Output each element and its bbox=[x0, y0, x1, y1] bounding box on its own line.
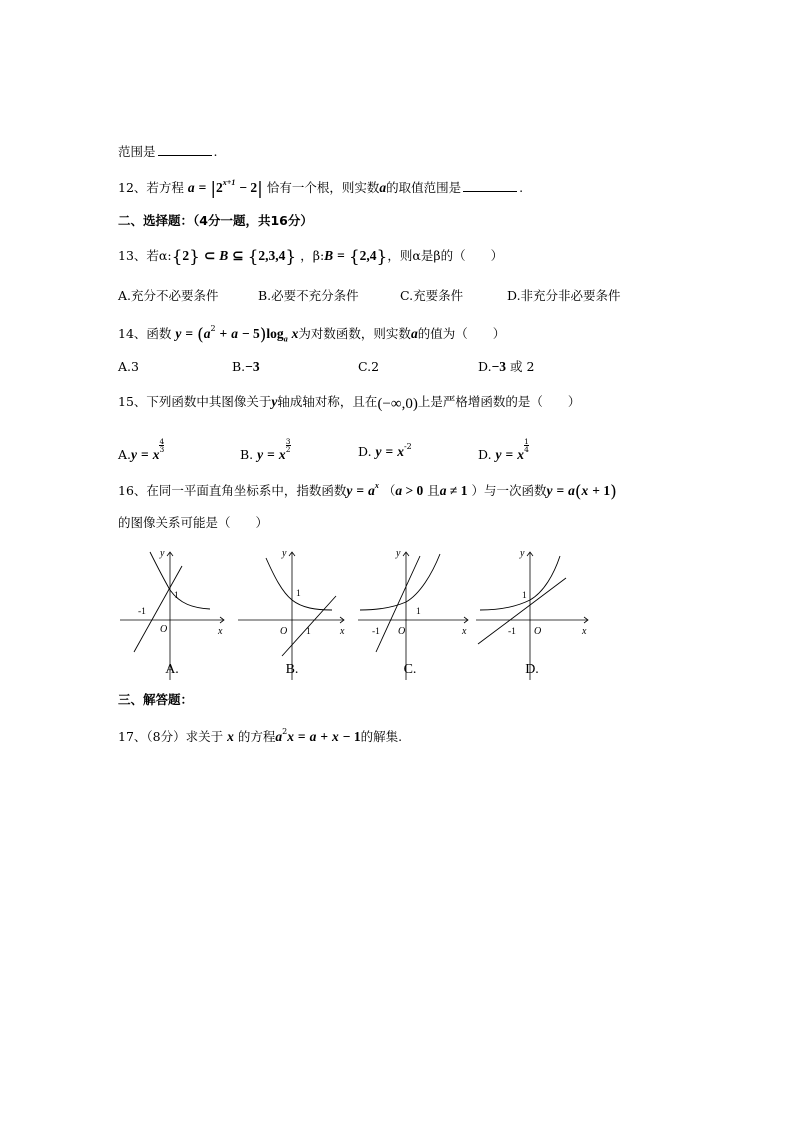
q11-tail-text: 范围是 bbox=[118, 144, 156, 159]
svg-text:-1: -1 bbox=[372, 627, 380, 637]
svg-text:-1: -1 bbox=[508, 627, 516, 637]
svg-text:1: 1 bbox=[522, 591, 527, 601]
label-neg-one: -1 bbox=[138, 607, 146, 617]
q15-option-b[interactable]: B. y = x $\frac{3}{2}$ bbox=[240, 437, 291, 462]
section-2-heading: 二、选择题：（4分一题，共16分） bbox=[118, 213, 313, 228]
x-axis-label: x bbox=[218, 626, 223, 637]
answer-blank[interactable] bbox=[463, 179, 517, 192]
section-3-heading: 三、解答题： bbox=[118, 692, 194, 707]
question-15: 15、下列函数中其图像关于y轴成轴对称，且在(−∞,0)上是严格增函数的是（ ） bbox=[118, 394, 581, 412]
graph-caption-b: B. bbox=[285, 662, 299, 677]
q14-option-a[interactable]: A.3 bbox=[118, 359, 139, 374]
svg-text:O: O bbox=[398, 626, 406, 637]
q13-option-c[interactable]: C.充要条件 bbox=[400, 288, 464, 303]
q12-equation: $a = |2^{x+1} - 2|$ bbox=[187, 178, 263, 199]
q13-option-d[interactable]: D.非充分非必要条件 bbox=[507, 288, 621, 303]
svg-text:1: 1 bbox=[296, 589, 301, 599]
q14-option-b[interactable]: B.−3 bbox=[232, 359, 260, 374]
question-12: 12、若方程 $a = |2^{x+1} - 2|$ 恰有一个根，则实数a的取值范围是 . bbox=[118, 178, 524, 199]
svg-text:1: 1 bbox=[306, 627, 311, 637]
svg-text:y: y bbox=[396, 548, 401, 559]
graph-caption-a: A. bbox=[165, 662, 179, 677]
question-16: 16、在同一平面直角坐标系中，指数函数$y = a^x$ （a > 0 且a ≠ 1 ）与一次函数y = a(x + 1) bbox=[118, 481, 617, 502]
question-16-line2: 的图像关系可能是（ ） bbox=[118, 515, 269, 530]
svg-text:O: O bbox=[280, 626, 288, 637]
q14-option-c[interactable]: C.2 bbox=[358, 359, 380, 374]
graph-caption-c: C. bbox=[403, 662, 417, 677]
svg-text:y: y bbox=[520, 548, 525, 559]
y-axis-label: y bbox=[160, 548, 165, 559]
svg-text:O: O bbox=[534, 626, 542, 637]
question-17: 17、（8分）求关于 x 的方程$a^2x = a + x - 1$的解集. bbox=[118, 727, 403, 744]
q15-option-d[interactable]: D. y = x $\frac{1}{4}$ bbox=[478, 437, 529, 462]
q13-option-a[interactable]: A.充分不必要条件 bbox=[118, 288, 219, 303]
svg-text:x: x bbox=[582, 626, 587, 637]
svg-text:x: x bbox=[340, 626, 345, 637]
graph-caption-d: D. bbox=[525, 662, 539, 677]
question-13: 13、若α:{2} ⊂ B ⊆ {2,3,4} ，β:B = {2,4}，则α是β的（ ） bbox=[118, 247, 504, 267]
q11-tail: 范围是 . bbox=[118, 144, 218, 159]
svg-text:1: 1 bbox=[416, 607, 421, 617]
origin-label: O bbox=[160, 624, 168, 635]
label-one: 1 bbox=[174, 591, 179, 601]
answer-blank[interactable] bbox=[158, 143, 212, 156]
svg-text:y: y bbox=[282, 548, 287, 559]
q15-option-a[interactable]: A.y = x $\frac{4}{3}$ bbox=[118, 437, 165, 462]
q14-function: $y = (a^2 + a - 5)\log_a$ x bbox=[175, 324, 299, 345]
question-14: 14、函数 $y = (a^2 + a - 5)\log_a$ x为对数函数，则实数a的值为（ ） bbox=[118, 324, 506, 345]
svg-text:x: x bbox=[462, 626, 467, 637]
q13-option-b[interactable]: B.必要不充分条件 bbox=[258, 288, 359, 303]
q14-option-d[interactable]: D.−3 或 2 bbox=[478, 359, 535, 374]
q15-option-c[interactable]: D. $y = x^{-2}$ bbox=[358, 442, 412, 459]
